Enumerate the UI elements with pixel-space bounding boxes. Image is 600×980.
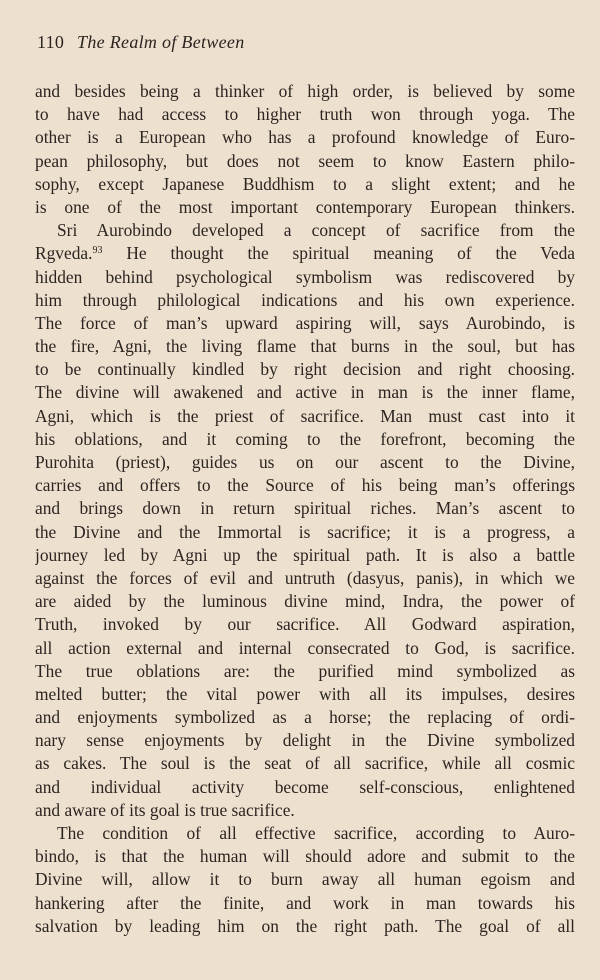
text-line: Truth, invoked by our sacrifice. All Godward aspiration, xyxy=(35,614,575,635)
text-line: and individual activity become self-conscious, enlightened xyxy=(35,776,575,797)
text-line: The condition of all effective sacrifice, according to Auro- xyxy=(57,823,575,843)
text-line: the fire, Agni, the living flame that burns in the soul, but has xyxy=(35,336,575,357)
page-number: 110 xyxy=(37,32,65,52)
body-text xyxy=(35,80,575,938)
text-line: against the forces of evil and untruth (dasyus, panis), in which we xyxy=(35,567,575,588)
text-line: him through philological indications and his own experience. xyxy=(35,289,575,310)
text-line: to have had access to higher truth won through yoga. The xyxy=(35,104,575,125)
running-head xyxy=(37,32,245,53)
text-line: other is a European who has a profound knowledge of Euro- xyxy=(35,127,575,148)
text-line: Purohita (priest), guides us on our ascent to the Divine, xyxy=(35,452,575,472)
text-line: and enjoyments symbolized as a horse; the replacing of ordi- xyxy=(35,707,575,728)
text-line: The divine will awakened and active in man is the inner flame, xyxy=(35,382,575,403)
line-start: Rgveda. xyxy=(35,243,93,264)
text-line: pean philosophy, but does not seem to know Eastern philo- xyxy=(35,150,575,171)
text-line: nary sense enjoyments by delight in the Divine symbolized xyxy=(35,730,575,751)
text-line: salvation by leading him on the right path. The goal of all xyxy=(35,915,575,936)
line-rest: He thought the spiritual meaning of the Veda xyxy=(102,243,575,264)
text-line: hidden behind psychological symbolism was rediscovered by xyxy=(35,266,575,287)
text-line: Divine will, allow it to burn away all human egoism and xyxy=(35,869,575,890)
text-line: sophy, except Japanese Buddhism to a slight extent; and he xyxy=(35,173,575,194)
text-line: melted butter; the vital power with all its impulses, desires xyxy=(35,683,575,704)
text-line: all action external and internal consecrated to God, is sacrifice. xyxy=(35,637,575,658)
text-line: The force of man’s upward aspiring will, says Aurobindo, is xyxy=(35,312,575,333)
running-title: The Realm of Between xyxy=(77,32,245,52)
text-line: to be continually kindled by right decision and right choosing. xyxy=(35,359,575,380)
text-line: hankering after the finite, and work in man towards his xyxy=(35,892,575,913)
text-line: and brings down in return spiritual riches. Man’s ascent to xyxy=(35,498,575,519)
footnote-ref: 93 xyxy=(92,245,103,257)
text-line: and besides being a thinker of high order, is believed by some xyxy=(35,81,575,101)
text-line: Agni, which is the priest of sacrifice. Man must cast into it xyxy=(35,405,575,426)
text-line: as cakes. The soul is the seat of all sacrifice, while all cosmic xyxy=(35,753,575,774)
text-line: Sri Aurobindo developed a concept of sacrifice from the xyxy=(57,220,575,241)
text-line: carries and offers to the Source of his being man’s offerings xyxy=(35,475,575,496)
text-line: his oblations, and it coming to the forefront, becoming the xyxy=(35,428,575,449)
text-line: the Divine and the Immortal is sacrifice; it is a progress, a xyxy=(35,521,575,542)
text-line-with-footnote xyxy=(35,242,575,265)
text-line: The true oblations are: the purified mind symbolized as xyxy=(35,660,575,681)
text-line: and aware of its goal is true sacrifice. xyxy=(35,799,295,820)
text-line: journey led by Agni up the spiritual path. It is also a battle xyxy=(35,544,575,565)
text-line: bindo, is that the human will should adore and submit to the xyxy=(35,846,575,867)
text-line: is one of the most important contemporary European thinkers. xyxy=(35,196,575,217)
text-line: are aided by the luminous divine mind, Indra, the power of xyxy=(35,591,575,612)
